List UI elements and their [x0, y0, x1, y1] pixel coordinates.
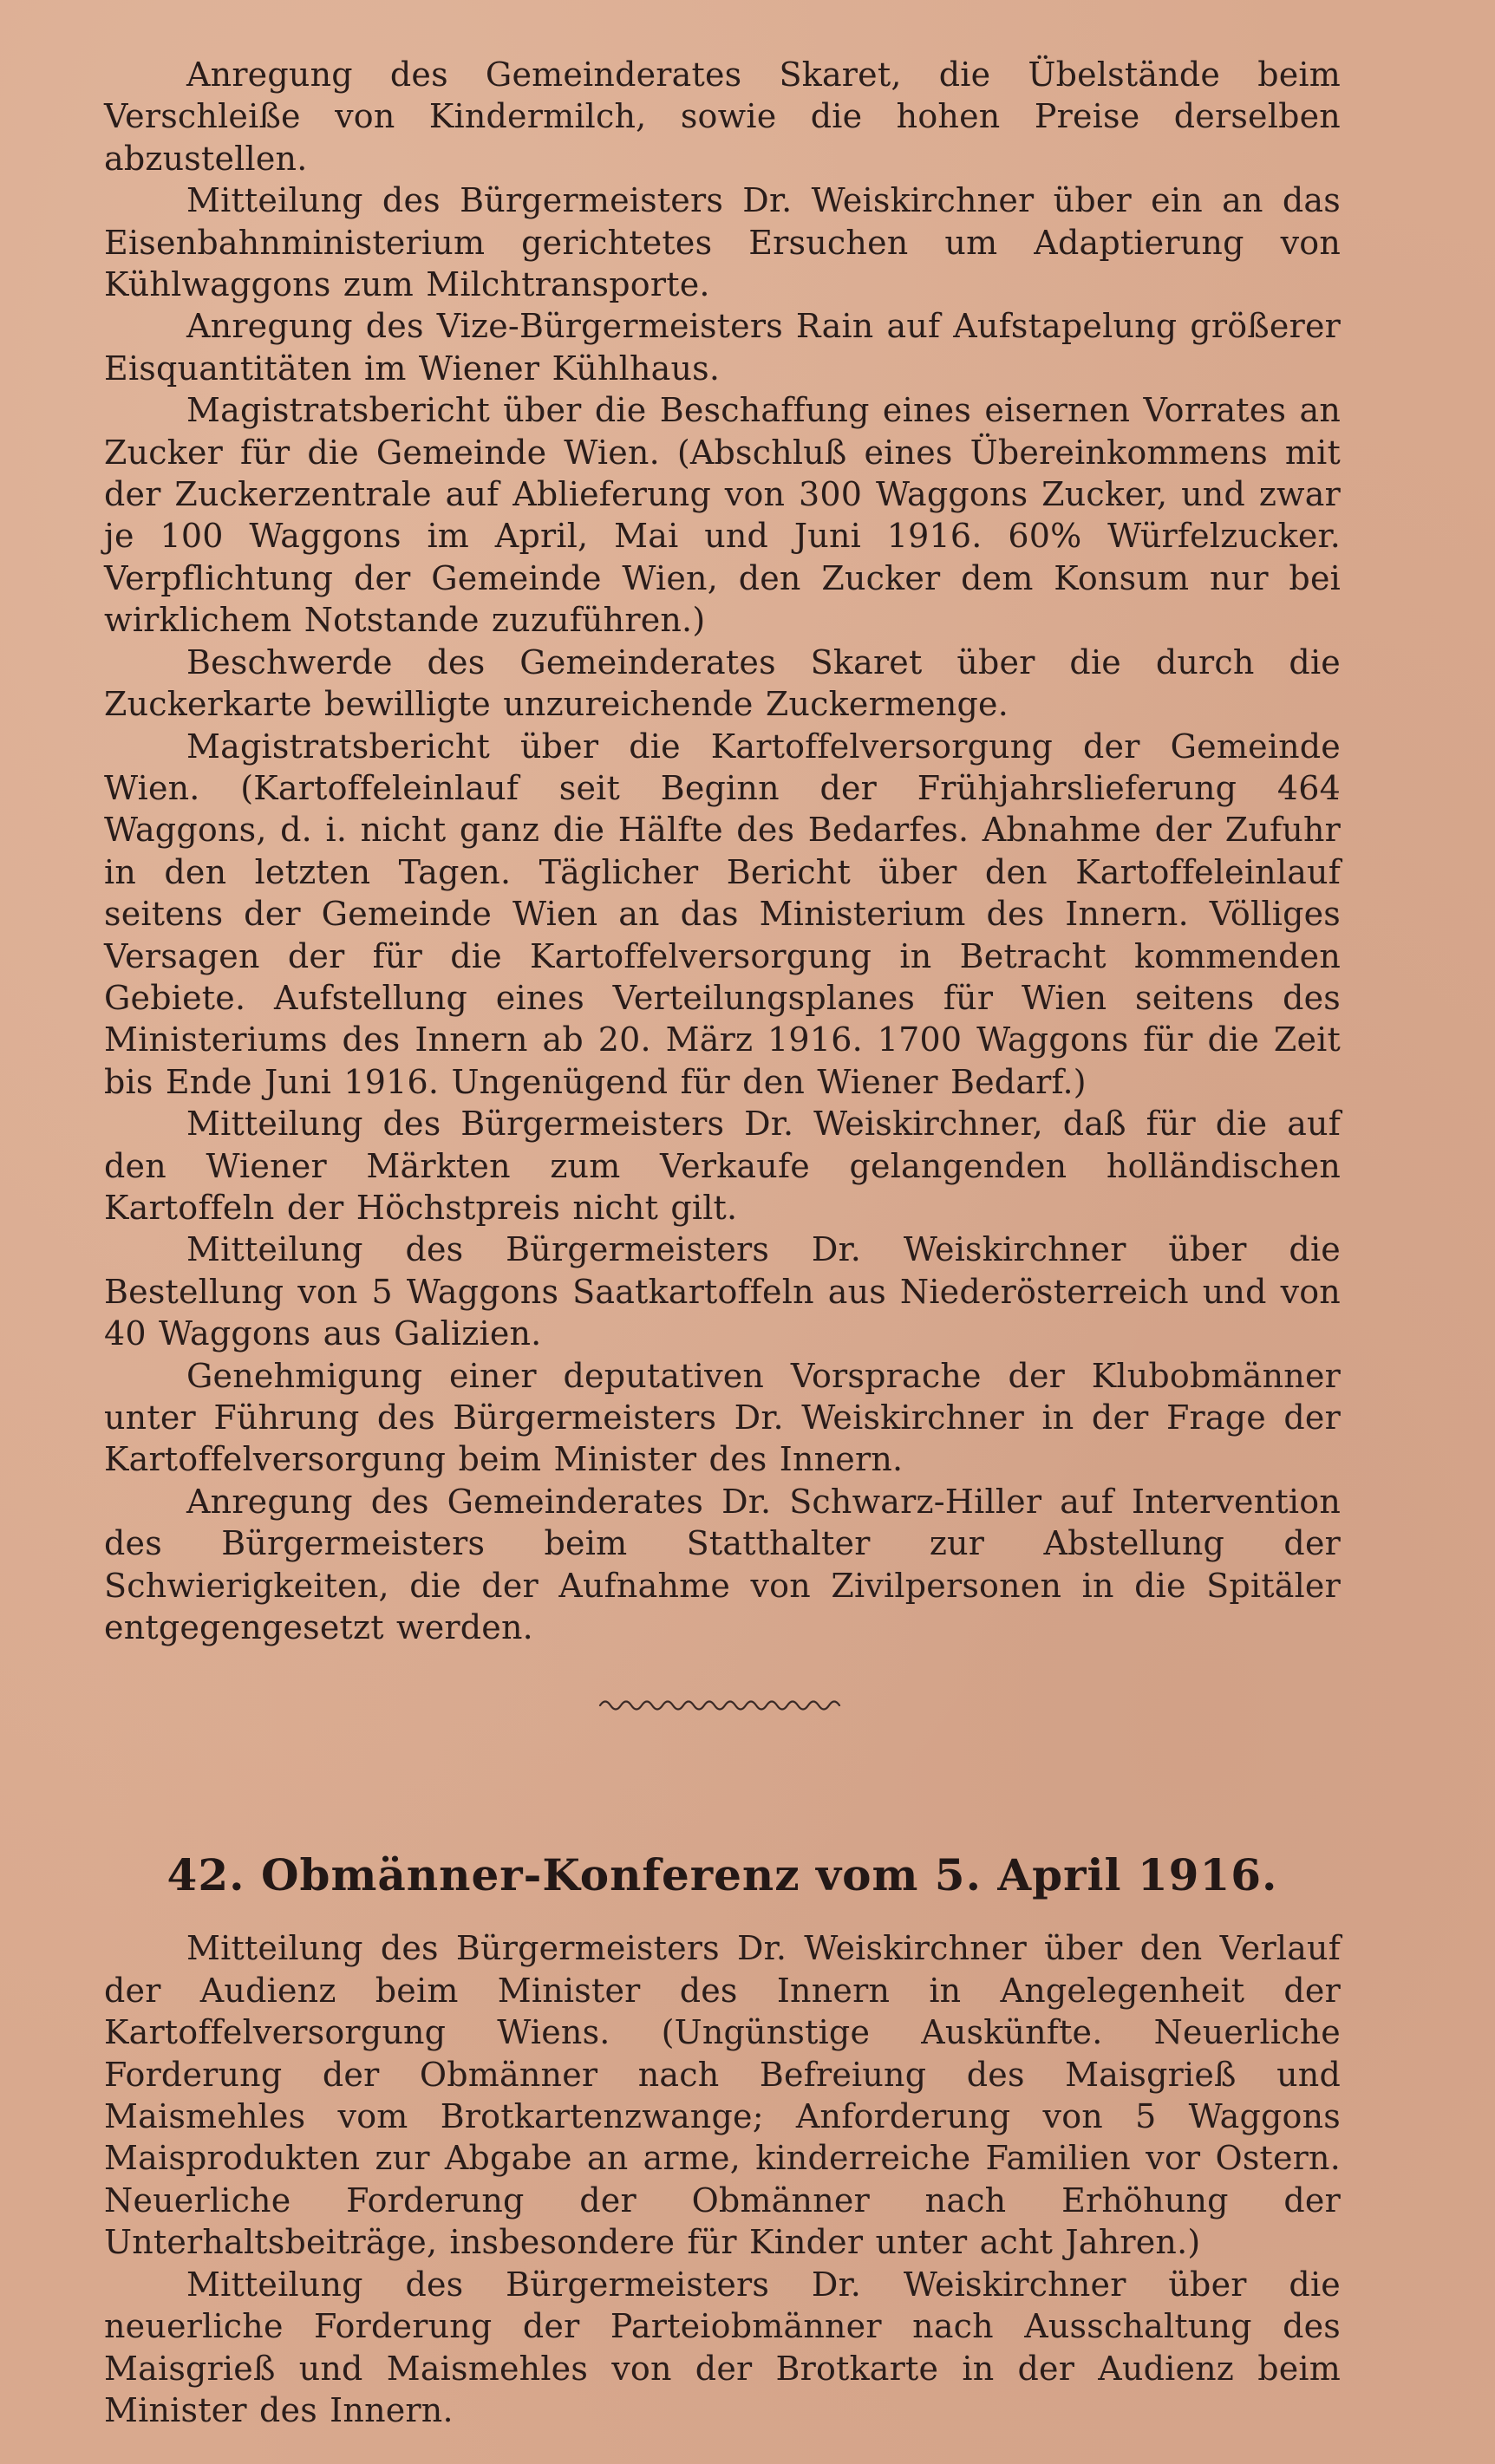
paragraph: Anregung des Gemeinderates Dr. Schwarz-Hiller auf Intervention des Bürgermeisters beim Statthalter zur Abstellung der Schwierigkeiten, die der Aufnahme von Zivilpersonen in die Spitäler entgegengesetzt werden.: [104, 1482, 1341, 1647]
paragraph: Genehmigung einer deputativen Vorsprache der Klubobmänner unter Führung des Bürgermeisters Dr. Weiskirchner in der Frage der Kartoffelversorgung beim Minister des Innern.: [104, 1356, 1341, 1479]
paragraph: Anregung des Gemeinderates Skaret, die Übelstände beim Verschleiße von Kindermilch, sowie die hohen Preise derselben abzustellen.: [104, 55, 1341, 178]
section-heading: 42. Obmänner-Konferenz vom 5. April 1916.: [166, 1849, 1278, 1901]
section-previous-conference: [104, 54, 1341, 1648]
paragraph: Mitteilung des Bürgermeisters Dr. Weiskirchner über den Verlauf der Audienz beim Minister des Innern in Angelegenheit der Kartoffelversorgung Wiens. (Ungünstige Auskünfte. Neuerliche Forderung der Obmänner nach Befreiung des Maisgrieß und Maismehles vom Brotkartenzwange; Anforderung von 5 Waggons Maisprodukten zur Abgabe an arme, kinderreiche Familien vor Ostern. Neuerliche Forderung der Obmänner nach Erhöhung der Unterhaltsbeiträge, insbesondere für Kinder unter acht Jahren.): [104, 1929, 1341, 2262]
paragraph: Magistratsbericht über die Kartoffelversorgung der Gemeinde Wien. (Kartoffeleinlauf seit Beginn der Frühjahrslieferung 464 Waggons, d. i. nicht ganz die Hälfte des Bedarfes. Abnahme der Zufuhr in den letzten Tagen. Täglicher Bericht über den Kartoffeleinlauf seitens der Gemeinde Wien an das Ministerium des Innern. Völliges Versagen der für die Kartoffelversorgung in Betracht kommenden Gebiete. Aufstellung eines Verteilungsplanes für Wien seitens des Ministeriums des Innern ab 20. März 1916. 1700 Waggons für die Zeit bis Ende Juni 1916. Ungenügend für den Wiener Bedarf.): [104, 727, 1341, 1101]
section-conference-42: [104, 1849, 1341, 2431]
paragraph: Mitteilung des Bürgermeisters Dr. Weiskirchner über ein an das Eisenbahnministerium gerichtetes Ersuchen um Adaptierung von Kühlwaggons zum Milchtransporte.: [104, 181, 1341, 304]
paragraph: Anregung des Vize-Bürgermeisters Rain auf Aufstapelung größerer Eisquantitäten im Wiener Kühlhaus.: [104, 307, 1341, 388]
paragraph: Beschwerde des Gemeinderates Skaret über die durch die Zuckerkarte bewilligte unzureichende Zuckermenge.: [104, 642, 1341, 724]
wavy-line-ornament-icon: [597, 1693, 848, 1714]
paragraph: Magistratsbericht über die Beschaffung eines eisernen Vorrates an Zucker für die Gemeinde Wien. (Abschluß eines Übereinkommens mit der Zuckerzentrale auf Ablieferung von 300 Waggons Zucker, und zwar je 100 Waggons im April, Mai und Juni 1916. 60% Würfelzucker. Verpflichtung der Gemeinde Wien, den Zucker dem Konsum nur bei wirklichem Notstande zuzuführen.): [104, 391, 1341, 640]
paragraph: Mitteilung des Bürgermeisters Dr. Weiskirchner über die Bestellung von 5 Waggons Saatkartoffeln aus Niederösterreich und von 40 Waggons aus Galizien.: [104, 1230, 1341, 1353]
paragraph: Mitteilung des Bürgermeisters Dr. Weiskirchner über die neuerliche Forderung der Parteiobmänner nach Ausschaltung des Maisgrieß und Maismehles von der Brotkarte in der Audienz beim Minister des Innern.: [104, 2265, 1341, 2429]
paragraph: Mitteilung des Bürgermeisters Dr. Weiskirchner, daß für die auf den Wiener Märkten zum Verkaufe gelangenden holländischen Kartoffeln der Höchstpreis nicht gilt.: [104, 1105, 1341, 1227]
